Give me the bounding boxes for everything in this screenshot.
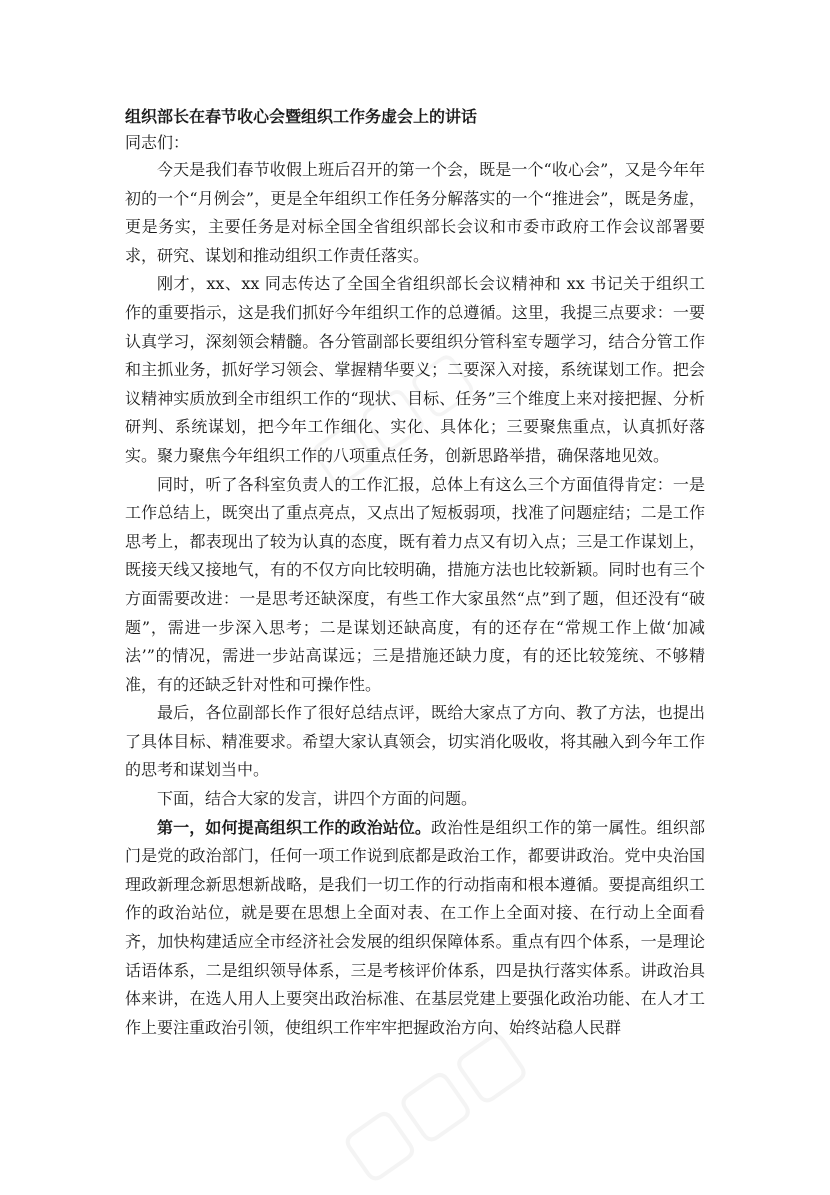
document-page	[125, 104, 705, 1042]
paragraph-text: 政治性是组织工作的第一属性。组织部门是党的政治部门，任何一项工作说到底都是政治工作，都要讲政治。党中央治国理政新理念新思想新战略，是我们一切工作的行动指南和根本遵循。要提高组织工作的政治站位，就是要在思想上全面对表、在工作上全面对接、在行动上全面看齐，加快构建适应全市经济社会发展的组织保障体系。重点有四个体系，一是理论话语体系，二是组织领导体系，三是考核评价体系，四是执行落实体系。讲政治具体来讲，在选人用人上要突出政治标准、在基层党建上要强化政治功能、在人才工作上要注重政治引领，使组织工作牢牢把握政治方向、始终站稳人民群	[125, 817, 705, 1037]
paragraph-4	[125, 699, 705, 785]
paragraph-text: 下面，结合大家的发言，讲四个方面的问题。	[157, 789, 478, 809]
paragraph-2	[125, 270, 705, 470]
paragraph-1	[125, 156, 705, 270]
salutation: 同志们：	[125, 133, 190, 152]
section-heading: 第一，如何提高组织工作的政治站位。	[157, 817, 432, 837]
paragraph-text: 今天是我们春节收假上班后召开的第一个会，既是一个“收心会”，又是今年年初的一个“月例会”，更是全年组织工作任务分解落实的一个“推进会”，既是务虚，更是务实，主要任务是对标全国全省组织部长会议和市委市政府工作会议部署要求，研究、谋划和推动组织工作责任落实。	[125, 160, 705, 265]
paragraph-text: 最后，各位副部长作了很好总结点评，既给大家点了方向、教了方法，也提出了具体目标、精准要求。希望大家认真领会，切实消化吸收，将其融入到今年工作的思考和谋划当中。	[125, 703, 705, 780]
document-title: 组织部长在春节收心会暨组织工作务虚会上的讲话	[125, 107, 478, 126]
paragraph-text: 刚才，xx、xx 同志传达了全国全省组织部长会议精神和 xx 书记关于组织工作的重要指示，这是我们抓好今年组织工作的总遵循。这里，我提三点要求：一要认真学习，深刻领会精髓。各分管副部长要组织分管科室专题学习，结合分管工作和主抓业务，抓好学习领会、掌握精华要义；二要深入对接，系统谋划工作。把会议精神实质放到全市组织工作的“现状、目标、任务”三个维度上来对接把握、分析研判、系统谋划，把今年工作细化、实化、具体化；三要聚焦重点，认真抓好落实。聚力聚焦今年组织工作的八项重点任务，创新思路举措，确保落地见效。	[125, 274, 705, 465]
paragraph-6	[125, 814, 705, 1043]
paragraph-5	[125, 785, 705, 814]
paragraph-text: 同时，听了各科室负责人的工作汇报，总体上有这么三个方面值得肯定：一是工作总结上，既突出了重点亮点，又点出了短板弱项，找准了问题症结；二是工作思考上，都表现出了较为认真的态度，既有着力点又有切入点；三是工作谋划上，既接天线又接地气，有的不仅方向比较明确，措施方法也比较新颖。同时也有三个方面需要改进：一是思考还缺深度，有些工作大家虽然“点”到了题，但还没有“破题”，需进一步深入思考；二是谋划还缺高度，有的还存在“常规工作上做‘加减法’”的情况，需进一步站高谋远；三是措施还缺力度，有的还比较笼统、不够精准，有的还缺乏针对性和可操作性。	[125, 474, 705, 694]
paragraph-3	[125, 471, 705, 700]
